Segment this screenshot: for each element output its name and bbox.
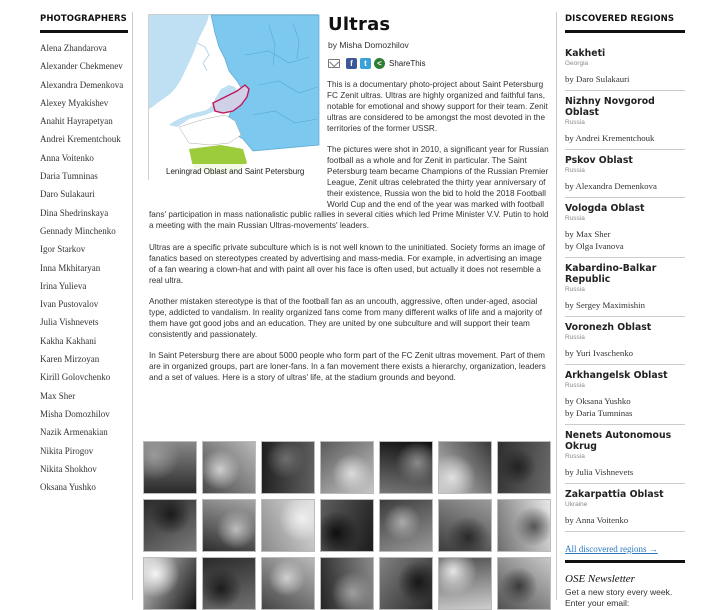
photographer-link[interactable]: Anahit Hayrapetyan	[40, 116, 113, 127]
photographer-link[interactable]: Kirill Golovchenko	[40, 372, 111, 383]
photo-thumbnail[interactable]	[261, 499, 315, 552]
region-entry[interactable]	[565, 484, 685, 532]
photo-thumbnail[interactable]	[261, 557, 315, 610]
photographer-link[interactable]: Andrei Krementchouk	[40, 134, 121, 145]
region-entry[interactable]	[565, 425, 685, 484]
photographers-list	[40, 42, 128, 499]
email-icon[interactable]	[328, 59, 340, 68]
photographer-link[interactable]: Oksana Yushko	[40, 482, 96, 493]
photo-thumbnail[interactable]	[379, 441, 433, 494]
regions-column	[565, 14, 685, 609]
photo-thumbnail[interactable]	[202, 499, 256, 552]
regions-heading: DISCOVERED REGIONS	[565, 14, 685, 33]
photographer-link[interactable]: Nikita Pirogov	[40, 445, 94, 456]
region-photographer[interactable]: by Julia Vishnevets	[565, 467, 634, 477]
map-caption: Leningrad Oblast and Saint Petersburg	[163, 164, 307, 179]
story-paragraph: This is a documentary photo-project about Saint Petersburg FC Zenit ultras. Ultras are highly organized and faithful fans, notable for emotional and showy support for their team. Zenit ultras are considered to be amongst the most devoted in the territories of the former USSR.	[327, 80, 548, 133]
region-country: Russia	[565, 334, 585, 341]
region-entry[interactable]	[565, 198, 685, 258]
photographer-link[interactable]: Alena Zhandarova	[40, 43, 107, 53]
newsletter-title: OSE Newsletter	[565, 573, 635, 585]
region-photographer[interactable]: by Andrei Krementchouk	[565, 133, 655, 143]
story-title: Ultras	[328, 14, 391, 35]
photo-thumbnail[interactable]	[497, 557, 551, 610]
photo-thumbnail[interactable]	[320, 441, 374, 494]
photographer-link[interactable]: Karen Mirzoyan	[40, 354, 100, 365]
all-regions-link[interactable]: All discovered regions →	[565, 544, 685, 563]
photographer-link[interactable]: Nikita Shokhov	[40, 463, 97, 474]
region-photographer[interactable]: by Daro Sulakauri	[565, 74, 630, 84]
story-paragraph: Another mistaken stereotype is that of the football fan as an uncouth, aggressive, often under-aged, asocial type, addicted to vandalism. In reality organized fans come from many different walks of life and a majority of them have got good jobs and an education. They are united by one subculture and will support their team consistently and passionately.	[149, 296, 543, 339]
region-country: Russia	[565, 167, 585, 174]
region-name[interactable]: Pskov Oblast	[565, 155, 633, 166]
region-country: Russia	[565, 453, 585, 460]
story-body	[149, 80, 549, 394]
region-name[interactable]: Nizhny Novgorod Oblast	[565, 96, 655, 118]
region-photographer[interactable]: by Daria Tumninas	[565, 408, 633, 418]
photo-thumbnail[interactable]	[497, 499, 551, 552]
photographer-link[interactable]: Gennady Minchenko	[40, 225, 116, 236]
photographer-link[interactable]: Ivan Pustovalov	[40, 299, 99, 310]
photographer-link[interactable]: Nazik Armenakian	[40, 427, 108, 438]
photographer-link[interactable]: Dina Shedrinskaya	[40, 207, 109, 218]
region-entry[interactable]	[565, 365, 685, 425]
photographer-link[interactable]: Alexandra Demenkova	[40, 79, 124, 90]
region-country: Georgia	[565, 60, 589, 67]
region-photographer[interactable]: by Oksana Yushko	[565, 396, 631, 406]
region-country: Ukraine	[565, 501, 588, 508]
photo-thumbnail[interactable]	[320, 557, 374, 610]
facebook-icon[interactable]: f	[346, 58, 357, 69]
photo-thumbnail[interactable]	[202, 441, 256, 494]
story-paragraph: In Saint Petersburg there are about 5000 people who form part of the FC Zenit ultras movement. Part of them are in organized groups, part are loner-fans. In a fan movement there exists a hierarchy, organization, leaders and a set of values. Here is a story of ultras' life, at the stadium grounds and beyond.	[149, 351, 546, 382]
map-float-spacer	[149, 80, 327, 208]
photo-thumbnail[interactable]	[320, 499, 374, 552]
region-name[interactable]: Vologda Oblast	[565, 203, 645, 214]
photographer-link[interactable]: Anna Voitenko	[40, 152, 94, 163]
photo-thumbnail[interactable]	[261, 441, 315, 494]
region-name[interactable]: Zakarpattia Oblast	[565, 489, 664, 500]
region-photographer[interactable]: by Yuri Ivaschenko	[565, 348, 634, 358]
right-divider	[556, 12, 557, 600]
photo-thumbnail[interactable]	[438, 441, 492, 494]
region-name[interactable]: Kakheti	[565, 48, 606, 59]
photo-thumbnail[interactable]	[202, 557, 256, 610]
author-link[interactable]: Misha Domozhilov	[339, 40, 409, 50]
byline-prefix: by	[328, 40, 337, 50]
photographer-link[interactable]: Kakha Kakhani	[40, 335, 97, 346]
region-country: Russia	[565, 119, 585, 126]
region-photographer[interactable]: by Max Sher	[565, 229, 611, 239]
photo-thumbnail[interactable]	[143, 557, 197, 610]
photographer-link[interactable]: Igor Starkov	[40, 244, 86, 255]
photo-thumbnail[interactable]	[379, 499, 433, 552]
photo-thumbnail[interactable]	[438, 499, 492, 552]
photographer-link[interactable]: Irina Yulieva	[40, 280, 87, 291]
newsletter-text: Get a new story every week. Enter your email:	[565, 587, 673, 608]
region-name[interactable]: Nenets Autonomous Okrug	[565, 430, 672, 452]
sharethis-icon[interactable]: <	[374, 58, 385, 69]
photographer-link[interactable]: Daro Sulakauri	[40, 189, 95, 200]
photo-thumbnail[interactable]	[438, 557, 492, 610]
share-bar	[328, 57, 425, 69]
region-country: Russia	[565, 286, 585, 293]
photo-thumbnail[interactable]	[143, 441, 197, 494]
region-entry[interactable]	[565, 150, 685, 198]
sharethis-label[interactable]: ShareThis	[389, 58, 426, 68]
region-entry[interactable]	[565, 43, 685, 91]
byline	[328, 40, 409, 50]
story-paragraph: The pictures were shot in 2010, a significant year for Russian football as a whole and for Zenit in particular. The Saint Petersburg team became Champions of the Russian Premier League, Zenit ultras celebrated the thirty year anniversary of their existence, Russia won the bid to hold the 2018 Football World Cup and the end of the year was marked with football fans' participation in mass nationalistic public rallies in several cities which led Prime Minister V.V. Putin to hold a meeting with the main Russian Ultras-movements' leaders.	[149, 145, 549, 231]
photographers-column	[40, 14, 128, 499]
photographer-link[interactable]: Max Sher	[40, 390, 76, 401]
region-photographer[interactable]: by Anna Voitenko	[565, 515, 629, 525]
photographers-heading: PHOTOGRAPHERS	[40, 14, 128, 33]
photographer-link[interactable]: Misha Domozhilov	[40, 408, 110, 419]
region-photographer[interactable]: by Sergey Maximishin	[565, 300, 645, 310]
region-name[interactable]: Arkhangelsk Oblast	[565, 370, 668, 381]
regions-list	[565, 43, 685, 532]
region-entry[interactable]	[565, 317, 685, 365]
story-paragraph: Ultras are a specific private subculture which is is not well known to the uninitiated. Society forms an image of fanatics based on stereotypes created by advertising and mass-media. For example, in advertising an image of a fan wearing a clown-hat and with paint all over his face is often used, but actually it does not resemble a real ultra.	[149, 242, 545, 285]
region-name[interactable]: Kabardino-Balkar Republic	[565, 263, 657, 285]
region-country: Russia	[565, 382, 585, 389]
left-divider	[132, 12, 133, 600]
photographer-link[interactable]: Inna Mkhitaryan	[40, 262, 101, 273]
photo-grid	[143, 441, 553, 610]
photographer-link[interactable]: Alexey Myakishev	[40, 97, 109, 108]
photo-thumbnail[interactable]	[143, 499, 197, 552]
region-name[interactable]: Voronezh Oblast	[565, 322, 652, 333]
photographer-link[interactable]: Alexander Chekmenev	[40, 61, 123, 72]
photographer-link[interactable]: Julia Vishnevets	[40, 317, 99, 328]
photo-thumbnail[interactable]	[497, 441, 551, 494]
region-photographer[interactable]: by Olga Ivanova	[565, 241, 624, 251]
region-country: Russia	[565, 215, 585, 222]
twitter-icon[interactable]: t	[360, 58, 371, 69]
photo-thumbnail[interactable]	[379, 557, 433, 610]
photographer-link[interactable]: Daria Tumninas	[40, 171, 98, 182]
region-entry[interactable]	[565, 258, 685, 317]
region-entry[interactable]	[565, 91, 685, 150]
region-photographer[interactable]: by Alexandra Demenkova	[565, 181, 657, 191]
